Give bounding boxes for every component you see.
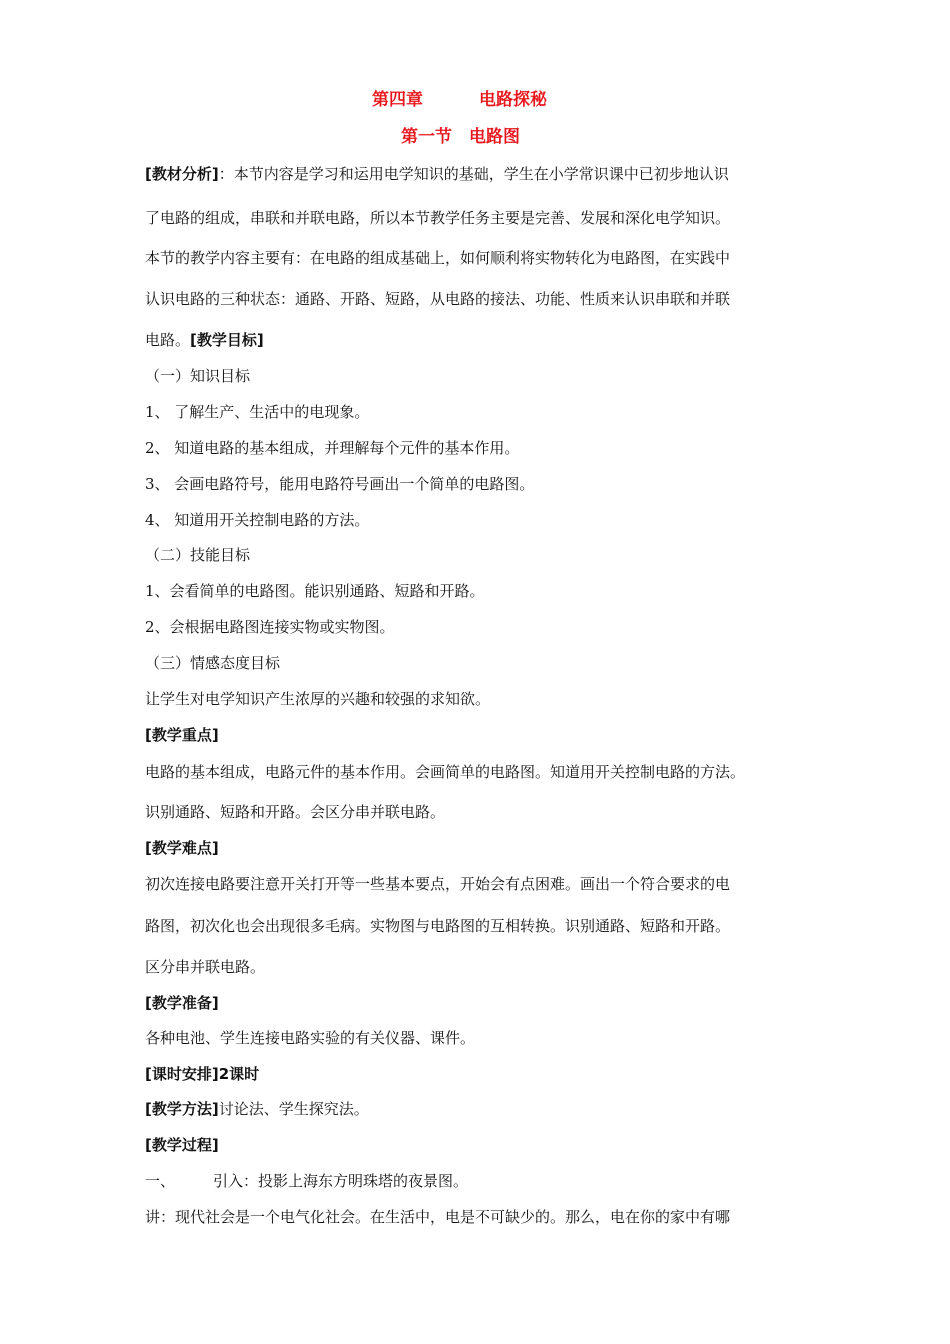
method-line: [145, 1099, 369, 1119]
difficulties-line-2: 路图，初次化也会出现很多毛病。实物图与电路图的互相转换。识别通路、短路和开路。: [145, 917, 731, 935]
knowledge-item-2: 2、 知道电路的基本组成，并理解每个元件的基本作用。: [145, 439, 520, 457]
difficulties-line-1: 初次连接电路要注意开关打开等一些基本要点，开始会有点困难。画出一个符合要求的电: [145, 875, 731, 893]
analysis-line-5: 电路。[教学目标]: [145, 331, 264, 349]
skill-item-1: 1、会看简单的电路图。能识别通路、短路和开路。: [145, 582, 485, 600]
key-points-line-1: 电路的基本组成，电路元件的基本作用。会画简单的电路图。知道用开关控制电路的方法。: [145, 763, 746, 781]
analysis-line-1: [教材分析]：本节内容是学习和运用电学知识的基础，学生在小学常识课中已初步地认识: [145, 165, 729, 183]
skill-heading: （二）技能目标: [145, 546, 251, 564]
process-step-1: [145, 1171, 468, 1191]
analysis-line-4: 认识电路的三种状态：通路、开路、短路，从电路的接法、功能、性质来认识串联和并联: [145, 290, 731, 308]
key-points-label: [教学重点]: [145, 726, 219, 744]
chapter-title: [372, 89, 547, 111]
emotion-text: 让学生对电学知识产生浓厚的兴趣和较强的求知欲。: [145, 690, 491, 708]
section-number: 第一节: [401, 127, 452, 147]
section-name: 电路图: [469, 127, 520, 147]
preparation-text: 各种电池、学生连接电路实验的有关仪器、课件。: [145, 1029, 476, 1047]
analysis-label: [教材分析]: [145, 165, 219, 183]
chapter-number: 第四章: [372, 90, 423, 110]
knowledge-heading: （一）知识目标: [145, 367, 251, 385]
process-talk: 讲：现代社会是一个电气化社会。在生活中，电是不可缺少的。那么，电在你的家中有哪: [145, 1208, 731, 1226]
skill-item-2: 2、会根据电路图连接实物或实物图。: [145, 618, 395, 636]
difficulties-line-3: 区分串并联电路。: [145, 958, 266, 976]
knowledge-item-1: 1、 了解生产、生活中的电现象。: [145, 403, 370, 421]
knowledge-item-3: 3、 会画电路符号，能用电路符号画出一个简单的电路图。: [145, 475, 535, 493]
process-label: [教学过程]: [145, 1136, 219, 1154]
chapter-name: 电路探秘: [479, 90, 547, 110]
emotion-heading: （三）情感态度目标: [145, 654, 281, 672]
objectives-label: [教学目标]: [190, 331, 264, 349]
difficulties-label: [教学难点]: [145, 839, 219, 857]
schedule-label: [课时安排]2课时: [145, 1065, 260, 1083]
process-step-text: 引入：投影上海东方明珠塔的夜景图。: [213, 1172, 469, 1190]
analysis-line-2: 了电路的组成，串联和并联电路，所以本节教学任务主要是完善、发展和深化电学知识。: [145, 209, 731, 227]
preparation-label: [教学准备]: [145, 994, 219, 1012]
process-step-number: 一、: [145, 1172, 176, 1190]
section-title: [401, 126, 520, 148]
method-label: [教学方法]: [145, 1100, 219, 1118]
knowledge-item-4: 4、 知道用开关控制电路的方法。: [145, 511, 370, 529]
key-points-line-2: 识别通路、短路和开路。会区分串并联电路。: [145, 803, 446, 821]
analysis-line-3: 本节的教学内容主要有：在电路的组成基础上，如何顺利将实物转化为电路图，在实践中: [145, 249, 731, 267]
method-text: 讨论法、学生探究法。: [218, 1100, 369, 1118]
